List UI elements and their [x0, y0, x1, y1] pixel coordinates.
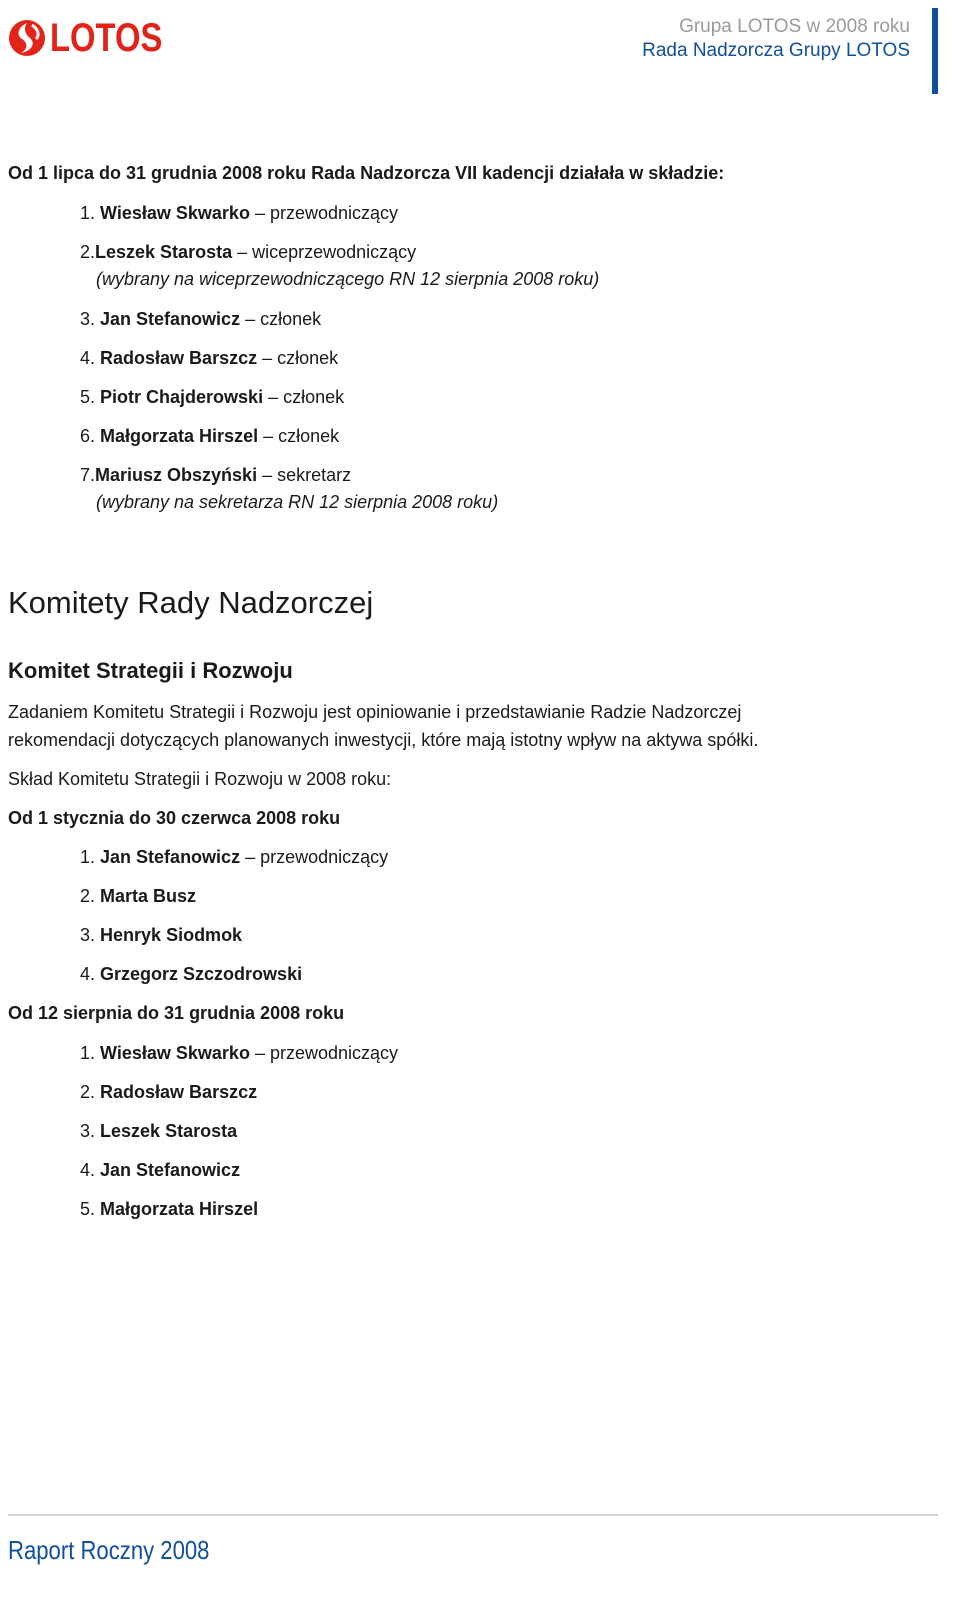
period-label: Od 12 sierpnia do 31 grudnia 2008 roku: [8, 1003, 345, 1023]
member-number: 2.: [80, 886, 96, 906]
member-name: Wiesław Skwarko: [100, 203, 250, 223]
member-name: Piotr Chajderowski: [100, 387, 264, 407]
committee-member: [80, 961, 302, 987]
header-accent-bar: [932, 8, 938, 94]
header-section-title: Rada Nadzorcza Grupy LOTOS: [642, 40, 910, 61]
member-name: Radosław Barszcz: [100, 348, 258, 368]
committee-description-line: Zadaniem Komitetu Strategii i Rozwoju jest opiniowanie i przedstawianie Radzie Nadzorczej: [8, 702, 742, 722]
member-number: 3.: [80, 1121, 96, 1141]
member-number: 2.: [80, 242, 96, 262]
member-name: Leszek Starosta: [95, 242, 233, 262]
lotos-logo: [8, 18, 187, 58]
committee-member: [80, 1040, 398, 1066]
board-intro: Od 1 lipca do 31 grudnia 2008 roku Rada Nadzorcza VII kadencji działała w składzie:: [8, 163, 725, 183]
member-number: 7.: [80, 465, 96, 485]
member-role: – członek: [268, 387, 345, 407]
board-member: [80, 345, 338, 371]
page-header: [0, 0, 960, 100]
committee-member: [80, 1157, 240, 1183]
member-role: – przewodniczący: [254, 1043, 399, 1063]
member-number: 5.: [80, 387, 96, 407]
member-role: – przewodniczący: [245, 847, 389, 867]
member-role: – członek: [245, 309, 322, 329]
committee-subheading: Komitet Strategii i Rozwoju: [8, 658, 293, 683]
committees-heading: Komitety Rady Nadzorczej: [8, 585, 374, 620]
member-number: 1.: [80, 203, 96, 223]
committee-member: [80, 883, 196, 909]
member-number: 1.: [80, 847, 96, 867]
member-number: 5.: [80, 1199, 96, 1219]
board-member: [80, 462, 351, 488]
logo-wordmark: LOTOS: [50, 16, 163, 60]
member-name: Jan Stefanowicz: [100, 1160, 241, 1180]
member-name: Małgorzata Hirszel: [100, 1199, 259, 1219]
member-number: 4.: [80, 964, 96, 984]
footer-divider: [8, 1514, 938, 1516]
member-number: 6.: [80, 426, 96, 446]
committee-description-line: rekomendacji dotyczących planowanych inwestycji, które mają istotny wpływ na aktywa spółki.: [8, 730, 759, 750]
committee-member: [80, 1196, 258, 1222]
member-name: Małgorzata Hirszel: [100, 426, 259, 446]
member-note: (wybrany na wiceprzewodniczącego RN 12 sierpnia 2008 roku): [96, 269, 600, 289]
member-name: Leszek Starosta: [100, 1121, 238, 1141]
committee-member: [80, 1118, 237, 1144]
period-label: Od 1 stycznia do 30 czerwca 2008 roku: [8, 808, 341, 828]
member-role: – sekretarz: [262, 465, 352, 485]
board-member: [80, 200, 398, 226]
member-role: – przewodniczący: [254, 203, 399, 223]
member-role: – członek: [263, 426, 340, 446]
member-name: Henryk Siodmok: [100, 925, 243, 945]
member-role: – członek: [262, 348, 339, 368]
member-name: Grzegorz Szczodrowski: [100, 964, 303, 984]
member-name: Jan Stefanowicz: [100, 847, 241, 867]
member-number: 4.: [80, 348, 96, 368]
committee-member: [80, 1079, 257, 1105]
member-role: – wiceprzewodniczący: [237, 242, 417, 262]
committee-member: [80, 922, 242, 948]
member-number: 4.: [80, 1160, 96, 1180]
board-member: [80, 384, 344, 410]
footer-report-title: Raport Roczny 2008: [8, 1535, 210, 1565]
board-member: [80, 423, 339, 449]
member-number: 1.: [80, 1043, 96, 1063]
member-name: Marta Busz: [100, 886, 197, 906]
committee-member: [80, 844, 388, 870]
member-number: 2.: [80, 1082, 96, 1102]
member-name: Jan Stefanowicz: [100, 309, 241, 329]
member-name: Radosław Barszcz: [100, 1082, 258, 1102]
lotos-emblem-icon: [8, 19, 46, 57]
member-name: Mariusz Obszyński: [95, 465, 258, 485]
member-note: (wybrany na sekretarza RN 12 sierpnia 2008 roku): [96, 492, 499, 512]
header-titles: [642, 15, 910, 63]
member-number: 3.: [80, 309, 96, 329]
board-member: [80, 306, 321, 332]
composition-label: Skład Komitetu Strategii i Rozwoju w 2008 roku:: [8, 769, 392, 789]
header-group-title: Grupa LOTOS w 2008 roku: [679, 16, 910, 37]
board-member: [80, 239, 416, 265]
member-number: 3.: [80, 925, 96, 945]
member-name: Wiesław Skwarko: [100, 1043, 250, 1063]
